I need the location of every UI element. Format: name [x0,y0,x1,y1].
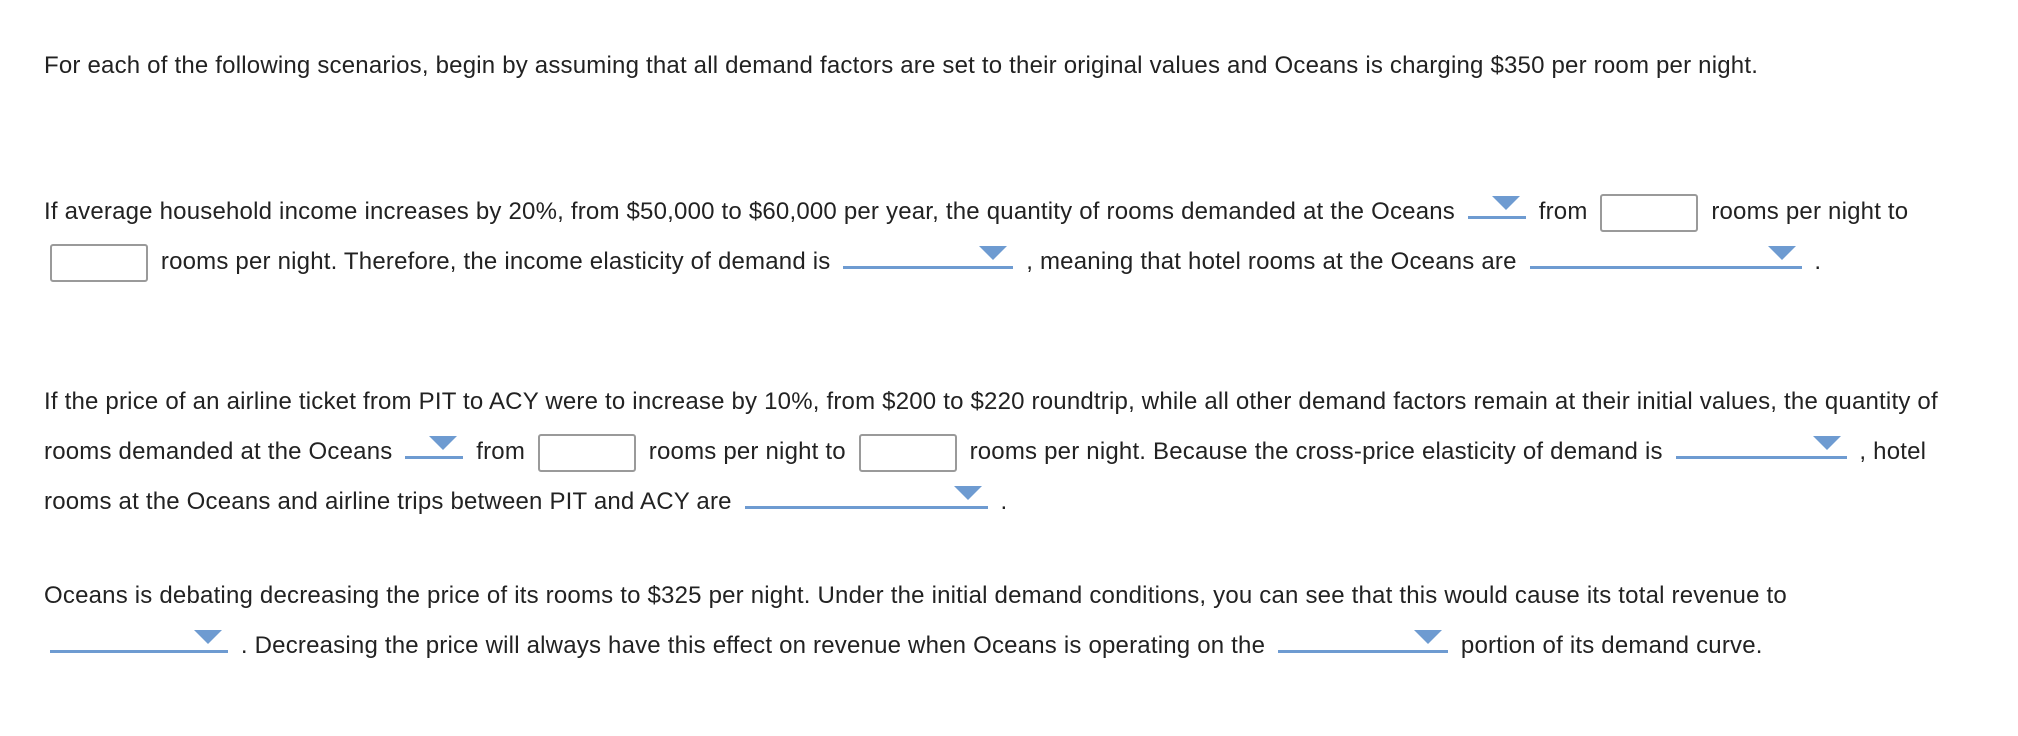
income-text-5: , meaning that hotel rooms at the Oceans are [1026,248,1517,275]
price-text-2: . Decreasing the price will always have this effect on revenue when Oceans is operating on the [240,632,1266,659]
airline-to-rooms-input[interactable] [859,434,957,472]
income-to-rooms-input[interactable] [50,244,148,282]
demand-curve-portion-dropdown[interactable] [1278,620,1448,653]
price-scenario-paragraph [44,572,1944,670]
income-good-type-dropdown[interactable] [1530,236,1802,269]
chevron-down-icon [1768,246,1796,260]
chevron-down-icon [1414,630,1442,644]
income-elasticity-dropdown[interactable] [843,236,1013,269]
income-quantity-change-dropdown[interactable] [1468,186,1526,219]
price-text-1: Oceans is debating decreasing the price of its rooms to $325 per night. Under the initial demand conditions, you can see that this would cause its total revenue to [44,582,1787,609]
chevron-down-icon [1492,196,1520,210]
income-scenario-paragraph [44,186,1944,286]
airline-text-2: from [476,438,526,465]
chevron-down-icon [429,436,457,450]
income-text-1: If average household income increases by 20%, from $50,000 to $60,000 per year, the quantity of rooms demanded at the Oceans [44,198,1455,225]
income-text-6: . [1814,248,1822,275]
income-text-3: rooms per night to [1711,198,1909,225]
income-from-rooms-input[interactable] [1600,194,1698,232]
income-text-4: rooms per night. Therefore, the income elasticity of demand is [160,248,831,275]
airline-text-5: , hotel rooms at the Oceans and airline trips between PIT and ACY are [44,438,1927,515]
chevron-down-icon [1813,436,1841,450]
intro-paragraph [44,42,1944,90]
chevron-down-icon [954,486,982,500]
airline-scenario-paragraph [44,378,1944,526]
price-text-3: portion of its demand curve. [1460,632,1763,659]
intro-text: For each of the following scenarios, begin by assuming that all demand factors are set to their original values and Oceans is charging $350 per room per night. [44,52,1759,79]
chevron-down-icon [979,246,1007,260]
airline-text-3: rooms per night to [648,438,846,465]
airline-text-6: . [1000,488,1008,515]
income-text-2: from [1538,198,1588,225]
airline-from-rooms-input[interactable] [538,434,636,472]
goods-relationship-dropdown[interactable] [745,476,988,509]
airline-text-4: rooms per night. Because the cross-price elasticity of demand is [969,438,1663,465]
chevron-down-icon [194,630,222,644]
airline-text-1: If the price of an airline ticket from PIT to ACY were to increase by 10%, from $200 to $220 roundtrip, while all other demand factors remain at their initial values, the quantity of rooms demanded at the Oceans [44,388,1938,465]
cross-elasticity-dropdown[interactable] [1676,426,1847,459]
revenue-effect-dropdown[interactable] [50,620,228,653]
airline-quantity-change-dropdown[interactable] [405,426,463,459]
